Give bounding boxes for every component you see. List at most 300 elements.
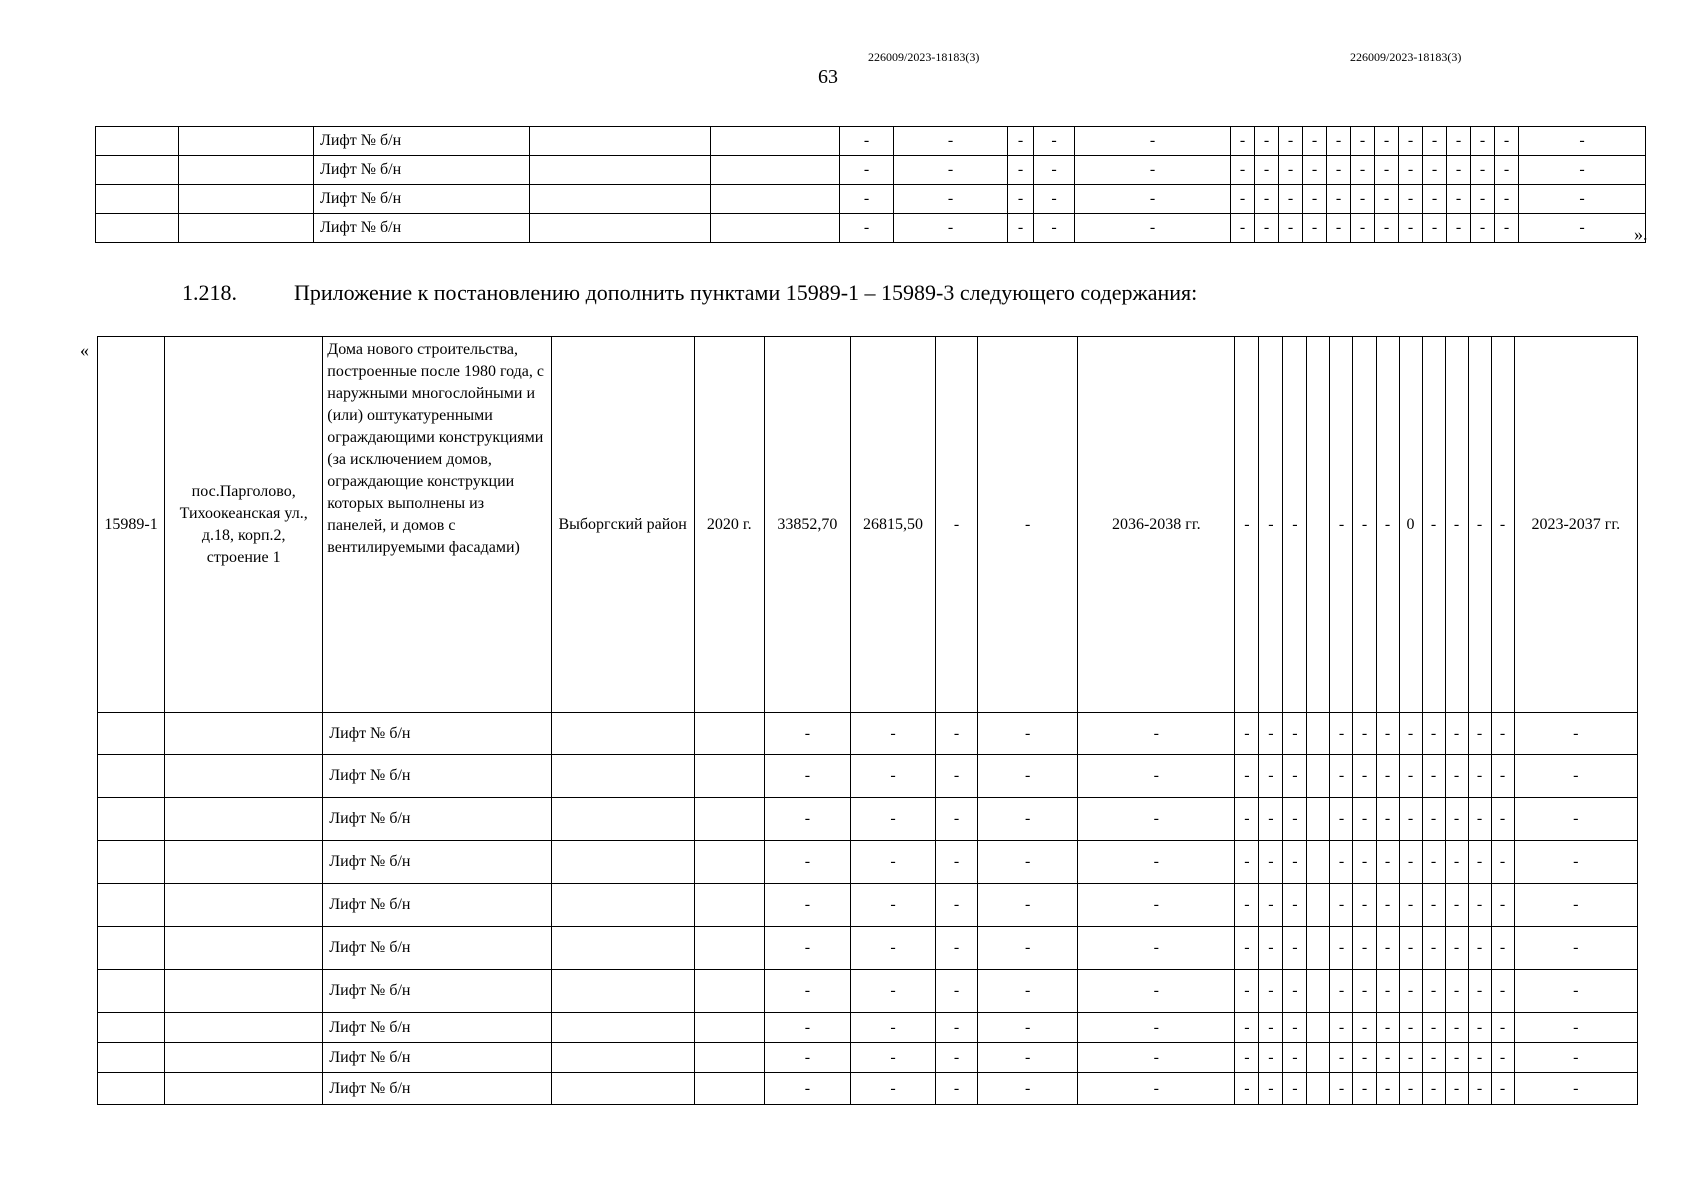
cell-value: - (1078, 884, 1235, 927)
cell-value: - (1471, 127, 1495, 156)
cell-value: - (1376, 798, 1399, 841)
cell-value: - (1376, 755, 1399, 798)
cell-value: - (1468, 1073, 1491, 1105)
cell-term: - (1514, 713, 1637, 755)
cell-value: - (1422, 927, 1445, 970)
cell-value: - (1283, 1013, 1307, 1043)
cell-year (694, 713, 764, 755)
cell-value: - (1468, 884, 1491, 927)
cell-value: - (1330, 1073, 1353, 1105)
cell-value: - (1235, 755, 1259, 798)
cell-value: - (1078, 841, 1235, 884)
cell-value: - (1327, 214, 1351, 243)
cell-value: - (1445, 927, 1468, 970)
cell-value: - (1330, 1013, 1353, 1043)
cell-district (551, 1043, 694, 1073)
cell-value: - (1255, 185, 1279, 214)
cell-value: - (1330, 755, 1353, 798)
cell-value: - (1075, 185, 1231, 214)
cell-number (96, 214, 179, 243)
cell-lift-label: Лифт № б/н (323, 1013, 551, 1043)
cell-number (98, 884, 165, 927)
cell-value: - (1422, 798, 1445, 841)
cell-value: - (1231, 185, 1255, 214)
cell-value: - (936, 755, 978, 798)
cell-value: - (1303, 185, 1327, 214)
cell-value (1307, 1073, 1330, 1105)
cell-value: - (1008, 127, 1034, 156)
cell-value: - (1353, 884, 1376, 927)
cell-year (694, 755, 764, 798)
cell-value: - (1330, 1043, 1353, 1073)
cell-value: - (1075, 127, 1231, 156)
cell-value: - (978, 337, 1078, 713)
cell-value: - (936, 1043, 978, 1073)
cell-value: - (894, 127, 1008, 156)
cell-value: - (1423, 156, 1447, 185)
cell-value: - (1468, 927, 1491, 970)
cell-value: - (1235, 1013, 1259, 1043)
cell-value: - (850, 970, 935, 1013)
cell-term: - (1514, 755, 1637, 798)
cell-value: - (936, 970, 978, 1013)
cell-value: - (764, 927, 850, 970)
cell-value: - (1495, 127, 1519, 156)
cell-address (179, 214, 314, 243)
cell-lift-label: Лифт № б/н (323, 713, 551, 755)
cell-lift-label: Лифт № б/н (323, 1073, 551, 1105)
cell-value: - (850, 1043, 935, 1073)
cell-value: - (1078, 798, 1235, 841)
cell-value: - (936, 337, 978, 713)
cell-value: - (1255, 156, 1279, 185)
cell-number (98, 927, 165, 970)
cell-value: - (1327, 127, 1351, 156)
cell-address (179, 156, 314, 185)
cell-year (694, 798, 764, 841)
cell-value: - (1283, 1043, 1307, 1073)
cell-value: - (1422, 1043, 1445, 1073)
cell-value: - (978, 798, 1078, 841)
cell-value: - (1399, 1073, 1422, 1105)
cell-value: - (764, 798, 850, 841)
cell-year: 2020 г. (694, 337, 764, 713)
cell-value: - (1491, 927, 1514, 970)
table-row (98, 1073, 1638, 1105)
cell-district (530, 185, 711, 214)
cell-value: - (850, 841, 935, 884)
cell-value: - (1399, 927, 1422, 970)
cell-value: - (1468, 337, 1491, 713)
cell-lift-label: Лифт № б/н (323, 1043, 551, 1073)
cell-value: - (936, 1013, 978, 1043)
cell-value: - (1231, 127, 1255, 156)
closing-quote: ». (1634, 224, 1648, 244)
cell-value: - (1422, 713, 1445, 755)
cell-value: - (936, 841, 978, 884)
cell-value: - (1353, 337, 1376, 713)
cell-address (165, 841, 323, 884)
cell-value: - (764, 713, 850, 755)
cell-lift-label: Лифт № б/н (314, 185, 530, 214)
cell-value: - (1235, 1043, 1259, 1073)
cell-term: - (1514, 1043, 1637, 1073)
cell-lift-label: Лифт № б/н (323, 841, 551, 884)
cell-value: - (1283, 337, 1307, 713)
cell-value: - (978, 970, 1078, 1013)
cell-year (694, 970, 764, 1013)
cell-value: - (1330, 884, 1353, 927)
cell-value: - (1375, 127, 1399, 156)
cell-value: - (1259, 755, 1283, 798)
cell-value (1307, 713, 1330, 755)
cell-number (98, 713, 165, 755)
cell-term: - (1514, 884, 1637, 927)
cell-value: - (1283, 884, 1307, 927)
cell-lift-label: Лифт № б/н (314, 156, 530, 185)
cell-value: - (1235, 798, 1259, 841)
cell-value: - (1445, 337, 1468, 713)
cell-value: - (1353, 1073, 1376, 1105)
cell-value: - (1447, 127, 1471, 156)
cell-value: - (1351, 127, 1375, 156)
cell-term: - (1514, 927, 1637, 970)
table-row (98, 970, 1638, 1013)
cell-value: - (764, 755, 850, 798)
cell-value: - (1353, 970, 1376, 1013)
cell-number (98, 798, 165, 841)
cell-number (98, 1043, 165, 1073)
cell-value: 0 (1399, 337, 1422, 713)
cell-value (1307, 337, 1330, 713)
table-row (96, 127, 1646, 156)
cell-value: - (1008, 156, 1034, 185)
cell-value (1307, 970, 1330, 1013)
cell-value: - (1376, 970, 1399, 1013)
cell-value: - (936, 884, 978, 927)
cell-value: - (764, 970, 850, 1013)
cell-value (1307, 1013, 1330, 1043)
cell-value: - (1330, 798, 1353, 841)
cell-value: - (1491, 713, 1514, 755)
cell-value: - (1034, 214, 1075, 243)
cell-value: - (850, 798, 935, 841)
cell-value: - (1353, 755, 1376, 798)
cell-value: - (1330, 337, 1353, 713)
cell-value: - (1259, 798, 1283, 841)
cell-value: - (1422, 884, 1445, 927)
cell-value: - (1351, 214, 1375, 243)
cell-value: - (1471, 185, 1495, 214)
cell-value: - (1399, 156, 1423, 185)
cell-value: - (1008, 214, 1034, 243)
cell-value: - (1399, 713, 1422, 755)
cell-value: - (1491, 884, 1514, 927)
cell-value (1307, 884, 1330, 927)
cell-value: - (1078, 1043, 1235, 1073)
cell-value: - (1259, 970, 1283, 1013)
cell-value: - (1353, 1013, 1376, 1043)
cell-value: - (1235, 337, 1259, 713)
cell-district (551, 927, 694, 970)
cell-value: - (1303, 127, 1327, 156)
cell-value: - (1468, 970, 1491, 1013)
cell-value (1307, 798, 1330, 841)
cell-district (551, 970, 694, 1013)
cell-value: - (1330, 713, 1353, 755)
cell-value: - (1399, 841, 1422, 884)
cell-value: - (1376, 1013, 1399, 1043)
table-row (98, 1043, 1638, 1073)
table-row (98, 755, 1638, 798)
cell-value: - (1519, 156, 1646, 185)
table-row (96, 185, 1646, 214)
cell-value: - (1259, 1043, 1283, 1073)
cell-value: - (1330, 970, 1353, 1013)
cell-address (165, 1073, 323, 1105)
cell-value: - (1468, 1043, 1491, 1073)
cell-value: - (1327, 185, 1351, 214)
cell-value: - (1078, 927, 1235, 970)
cell-value: - (1259, 1013, 1283, 1043)
cell-address: пос.Парголово, Тихоокеанская ул., д.18, корп.2, строение 1 (165, 337, 323, 713)
cell-period: 2036-2038 гг. (1078, 337, 1235, 713)
cell-number (98, 841, 165, 884)
cell-value: - (1399, 970, 1422, 1013)
cell-value: - (936, 927, 978, 970)
cell-value: - (1495, 214, 1519, 243)
cell-value: - (1491, 1073, 1514, 1105)
cell-value: - (764, 1013, 850, 1043)
cell-value: - (978, 841, 1078, 884)
cell-year (694, 1043, 764, 1073)
cell-value: - (1075, 214, 1231, 243)
cell-year (694, 841, 764, 884)
cell-value: - (1259, 927, 1283, 970)
cell-value: - (764, 1043, 850, 1073)
cell-value: - (1034, 156, 1075, 185)
cell-value (1307, 841, 1330, 884)
cell-value: - (840, 185, 894, 214)
cell-value: - (1471, 156, 1495, 185)
cell-value: - (1078, 713, 1235, 755)
cell-value: - (1283, 798, 1307, 841)
cell-value (1307, 927, 1330, 970)
cell-value: - (1422, 337, 1445, 713)
cell-value: - (1303, 214, 1327, 243)
cell-value: - (1422, 841, 1445, 884)
cell-year (711, 214, 840, 243)
cell-value: - (1399, 798, 1422, 841)
doc-id-right: 226009/2023-18183(3) (1350, 50, 1462, 64)
cell-value: - (1445, 884, 1468, 927)
cell-value: - (1008, 185, 1034, 214)
cell-year (711, 127, 840, 156)
cell-value: - (1519, 214, 1646, 243)
cell-value: - (1235, 1073, 1259, 1105)
cell-value: - (1399, 127, 1423, 156)
cell-value: - (1399, 185, 1423, 214)
table-row (98, 884, 1638, 927)
cell-value: - (1399, 755, 1422, 798)
cell-address (165, 970, 323, 1013)
cell-value: - (1423, 214, 1447, 243)
cell-term: - (1514, 1013, 1637, 1043)
cell-value: - (936, 1073, 978, 1105)
cell-value: - (1491, 970, 1514, 1013)
paragraph-number: 1.218. (182, 280, 237, 305)
cell-number (98, 970, 165, 1013)
cell-address (165, 798, 323, 841)
cell-value: - (1422, 970, 1445, 1013)
cell-lift-label: Лифт № б/н (323, 970, 551, 1013)
cell-value: - (1468, 1013, 1491, 1043)
cell-value (1307, 755, 1330, 798)
table-row (98, 841, 1638, 884)
cell-value: - (1447, 156, 1471, 185)
cell-value: - (840, 127, 894, 156)
cell-value: - (1259, 337, 1283, 713)
cell-value: - (1255, 214, 1279, 243)
cell-year (711, 185, 840, 214)
cell-value: - (1445, 1043, 1468, 1073)
cell-number (98, 755, 165, 798)
table-row (96, 214, 1646, 243)
cell-value (1307, 1043, 1330, 1073)
cell-value: - (764, 1073, 850, 1105)
cell-district (551, 884, 694, 927)
cell-value: - (1351, 156, 1375, 185)
cell-value: - (1423, 185, 1447, 214)
cell-value: - (1259, 841, 1283, 884)
cell-value: - (1468, 713, 1491, 755)
page-number: 63 (818, 66, 838, 88)
cell-value: - (1376, 1073, 1399, 1105)
cell-value: - (1423, 127, 1447, 156)
cell-value: - (850, 713, 935, 755)
cell-address (165, 884, 323, 927)
cell-description: Дома нового строительства, построенные после 1980 года, с наружными многослойными и (или) оштукатуренными ограждающими конструкциями (за исключением домов, ограждающие конструкции которых выполнены из панелей, и домов с вентилируемыми фасадами) (323, 337, 551, 713)
cell-year (694, 927, 764, 970)
cell-value: - (1376, 337, 1399, 713)
cell-address (179, 127, 314, 156)
table-row (98, 713, 1638, 755)
cell-district (551, 755, 694, 798)
cell-lift-label: Лифт № б/н (323, 884, 551, 927)
cell-value: - (1399, 1043, 1422, 1073)
cell-value: - (1376, 884, 1399, 927)
cell-term: - (1514, 798, 1637, 841)
cell-value: - (1491, 841, 1514, 884)
cell-number (98, 1013, 165, 1043)
cell-district (551, 798, 694, 841)
cell-value: - (1330, 927, 1353, 970)
cell-address (165, 1013, 323, 1043)
cell-value: - (1078, 755, 1235, 798)
cell-value: - (1351, 185, 1375, 214)
cell-value: - (894, 185, 1008, 214)
table-row (98, 798, 1638, 841)
table-row (98, 1013, 1638, 1043)
cell-value: - (1283, 1073, 1307, 1105)
cell-value: - (1468, 798, 1491, 841)
cell-value: - (1235, 970, 1259, 1013)
cell-value: - (1279, 214, 1303, 243)
cell-value: - (1279, 156, 1303, 185)
cell-value: - (1034, 185, 1075, 214)
paragraph-text: Приложение к постановлению дополнить пунктами 15989-1 – 15989-3 следующего содержания: (294, 280, 1198, 305)
cell-value: - (1255, 127, 1279, 156)
cell-value: - (850, 884, 935, 927)
cell-term: - (1514, 1073, 1637, 1105)
cell-value: - (1235, 713, 1259, 755)
cell-value: - (1376, 1043, 1399, 1073)
cell-address (165, 755, 323, 798)
cell-value: - (978, 1043, 1078, 1073)
cell-value: - (1283, 713, 1307, 755)
cell-value: - (1519, 127, 1646, 156)
cell-value: - (1353, 841, 1376, 884)
cell-value: - (1447, 185, 1471, 214)
cell-value: - (1445, 713, 1468, 755)
cell-lift-label: Лифт № б/н (314, 127, 530, 156)
cell-district (530, 127, 711, 156)
cell-value: - (1445, 755, 1468, 798)
cell-value: - (1376, 927, 1399, 970)
cell-lift-label: Лифт № б/н (314, 214, 530, 243)
cell-value: - (1235, 884, 1259, 927)
cell-value: - (1259, 713, 1283, 755)
cell-lift-label: Лифт № б/н (323, 798, 551, 841)
cell-address (165, 1043, 323, 1073)
cell-value: - (840, 156, 894, 185)
cell-value: - (1468, 841, 1491, 884)
cell-address (179, 185, 314, 214)
cell-value: - (1375, 214, 1399, 243)
cell-district (551, 1073, 694, 1105)
cell-address (165, 713, 323, 755)
cell-value: - (850, 755, 935, 798)
cell-term: - (1514, 970, 1637, 1013)
cell-value: - (1375, 156, 1399, 185)
table-row-main (98, 337, 1638, 713)
cell-value: - (764, 884, 850, 927)
cell-value: - (1330, 841, 1353, 884)
cell-value: - (1399, 884, 1422, 927)
table-new-items (97, 336, 1638, 1105)
cell-value: - (840, 214, 894, 243)
cell-value: - (1491, 755, 1514, 798)
cell-value: - (1376, 713, 1399, 755)
cell-value: - (850, 927, 935, 970)
cell-value: - (1353, 713, 1376, 755)
cell-district (551, 1013, 694, 1043)
cell-district (530, 156, 711, 185)
cell-value: - (1353, 1043, 1376, 1073)
cell-value: - (1279, 127, 1303, 156)
cell-value: - (978, 713, 1078, 755)
cell-value: - (1422, 755, 1445, 798)
cell-area-living: 26815,50 (850, 337, 935, 713)
cell-year (694, 1013, 764, 1043)
table-row (96, 156, 1646, 185)
cell-value: - (1491, 798, 1514, 841)
cell-value: - (1259, 884, 1283, 927)
cell-year (694, 1073, 764, 1105)
cell-value: - (1445, 1013, 1468, 1043)
cell-number (98, 1073, 165, 1105)
cell-value: - (850, 1073, 935, 1105)
